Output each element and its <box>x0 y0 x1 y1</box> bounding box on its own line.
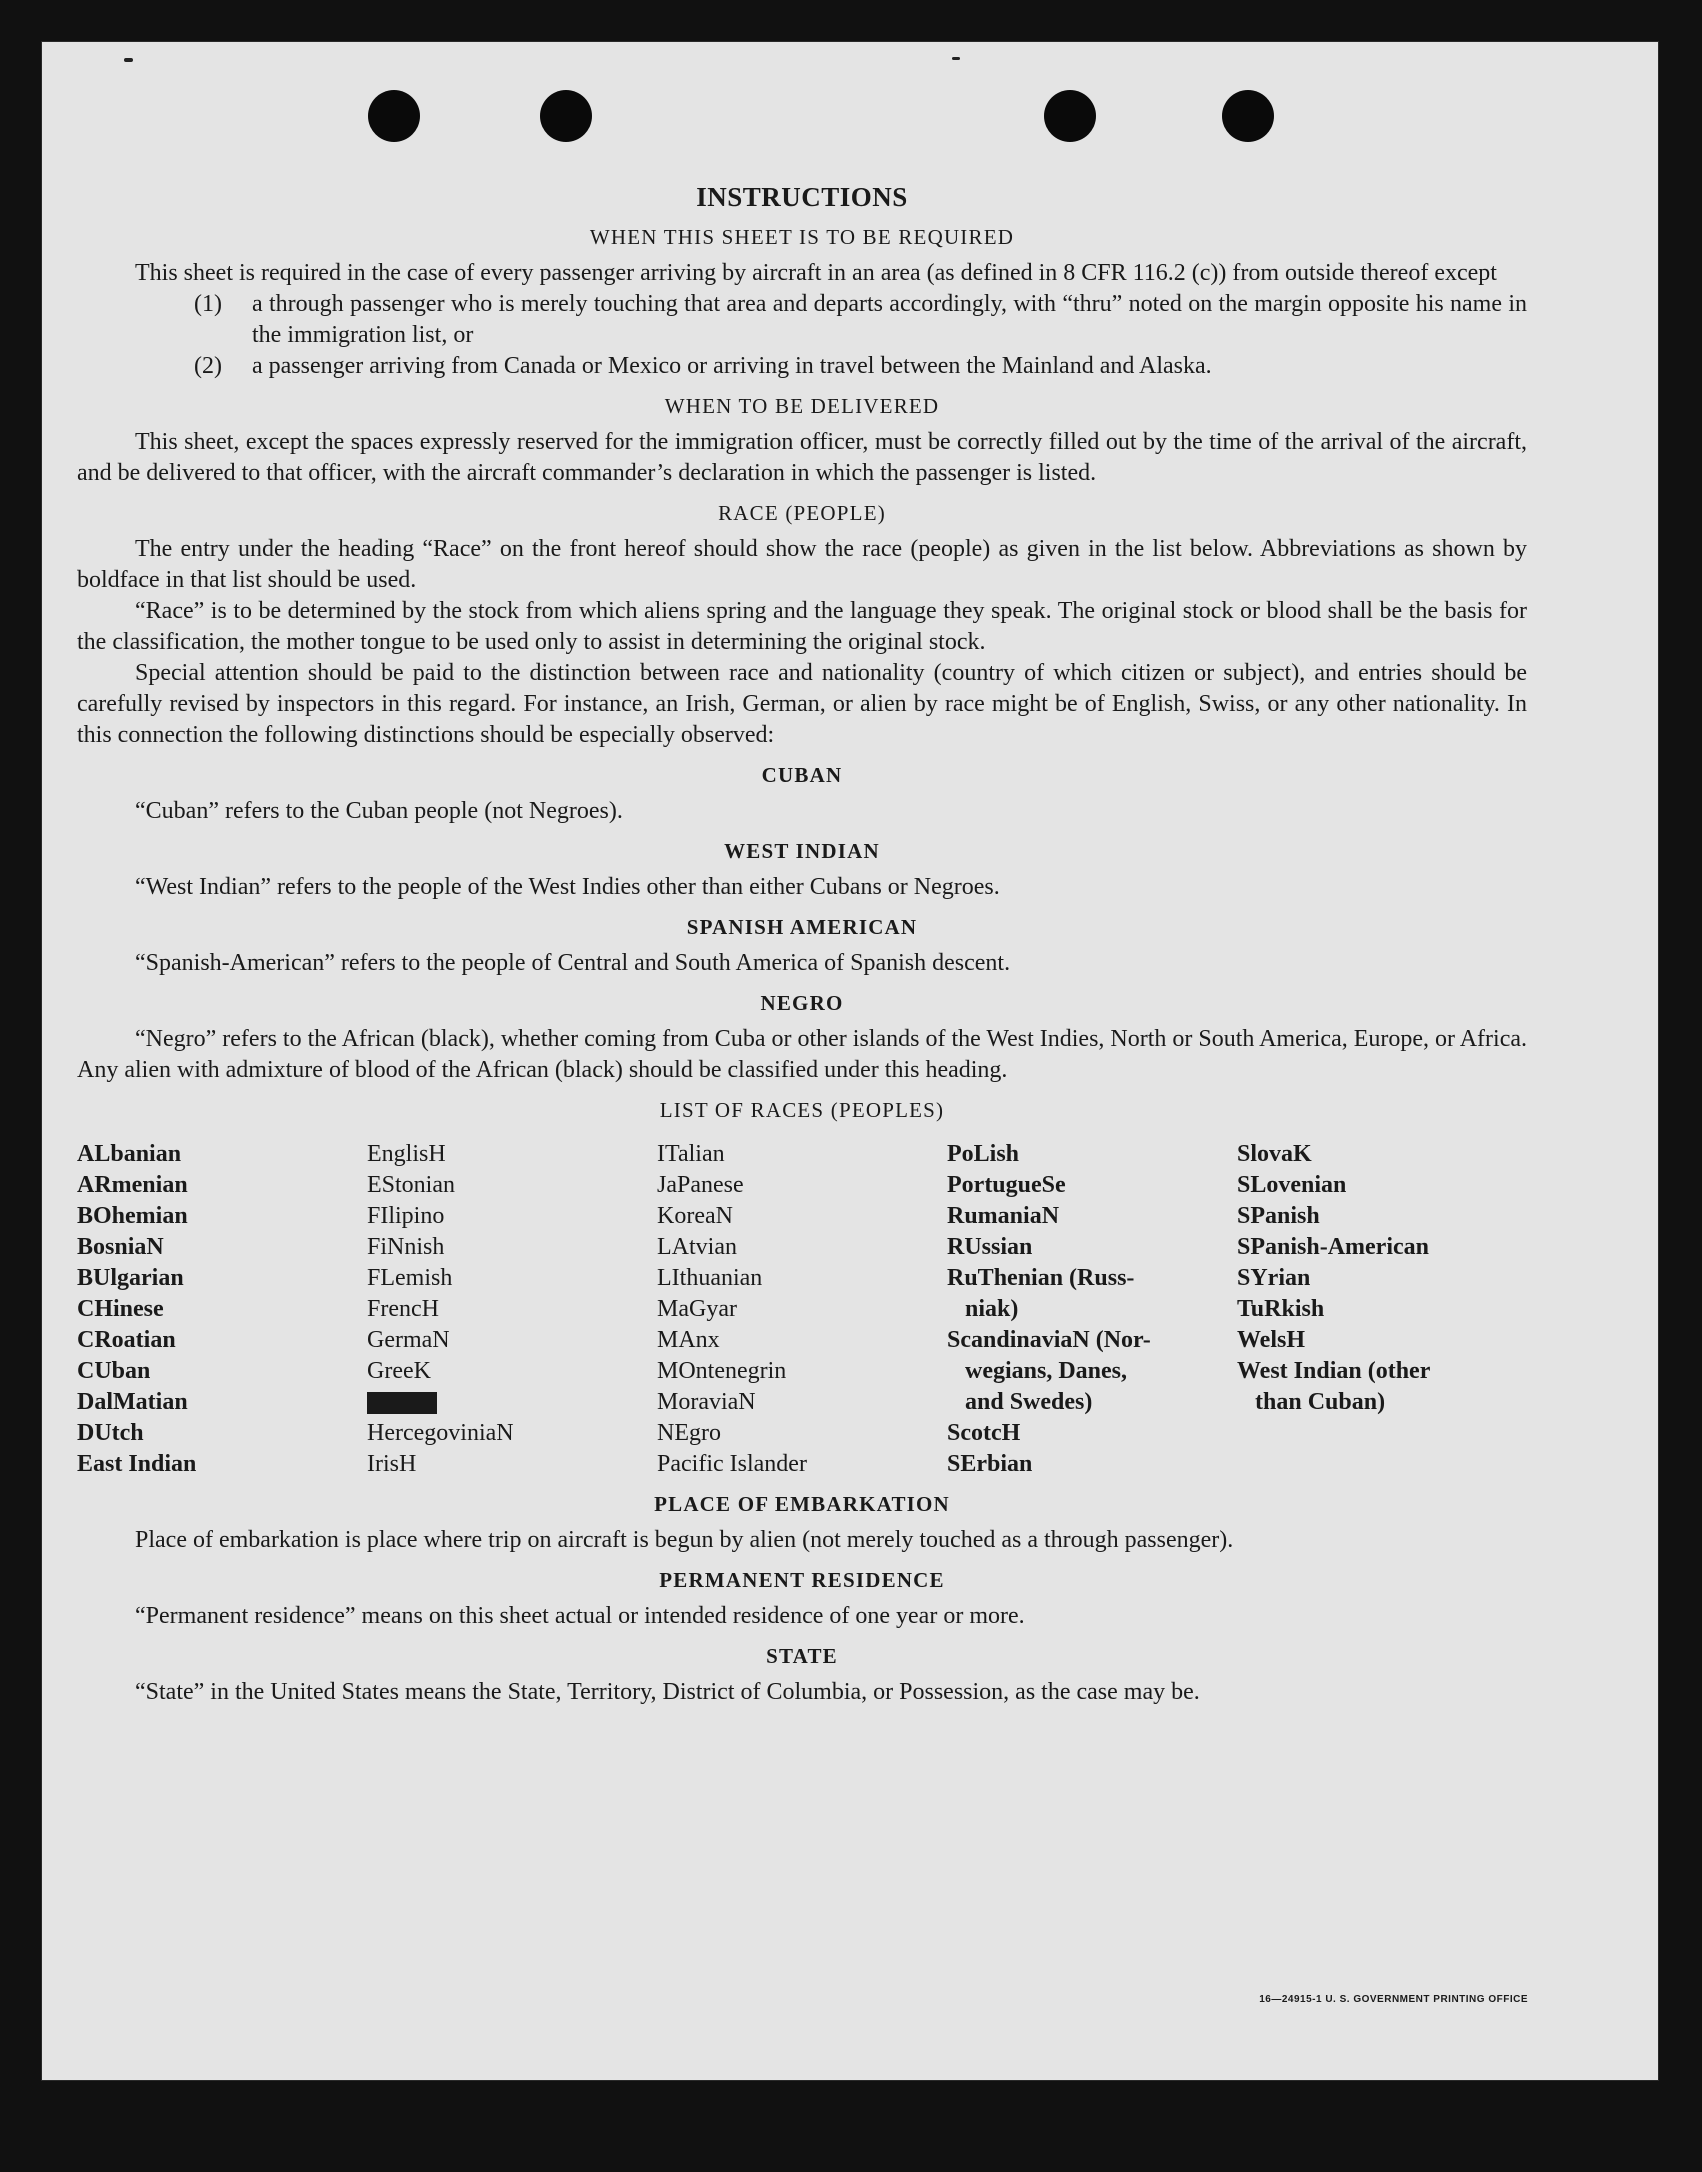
race-entry: TuRkish <box>1237 1296 1325 1322</box>
races-table <box>77 1139 1527 1480</box>
race-entry: CRoatian <box>77 1327 176 1353</box>
race-entry: MoraviaN <box>657 1389 756 1415</box>
race-entry: RuThenian (Russ- <box>947 1265 1135 1291</box>
race-entry: PoLish <box>947 1141 1020 1167</box>
race-entry: SLovenian <box>1237 1172 1347 1198</box>
race-paragraph: “Race” is to be determined by the stock from which aliens spring and the language they speak. The original stock or blood shall be the basis for the classification, the mother tongue to be used only to assist in determining the original stock. <box>77 598 1527 655</box>
page-title: INSTRUCTIONS <box>696 182 908 212</box>
race-entry: FLemish <box>367 1265 453 1291</box>
race-entry: CHinese <box>77 1296 164 1322</box>
dust-speck <box>124 58 133 62</box>
race-entry: than Cuban) <box>1237 1389 1386 1415</box>
punch-hole <box>540 90 592 142</box>
races-column <box>1237 1139 1527 1480</box>
negro-text: “Negro” refers to the African (black), whether coming from Cuba or other islands of the West Indies, North or South America, Europe, or Africa. Any alien with admixture of blood of the African (black) should be classified under this heading. <box>77 1026 1527 1083</box>
list-item-number: (2) <box>194 353 222 379</box>
race-entry: BOhemian <box>77 1203 188 1229</box>
race-entry: East Indian <box>77 1451 197 1477</box>
race-entry: ITalian <box>657 1141 725 1167</box>
race-entry: RUssian <box>947 1234 1033 1260</box>
race-entry: niak) <box>947 1296 1019 1322</box>
list-item-number: (1) <box>194 291 222 317</box>
section-heading-list-of-races: LIST OF RACES (PEOPLES) <box>659 1098 945 1122</box>
race-entry-redacted <box>367 1387 657 1418</box>
when-required-intro: This sheet is required in the case of every passenger arriving by aircraft in an area (as defined in 8 CFR 116.2 (c)) from outside thereof except <box>135 260 1497 286</box>
list-item <box>194 351 1527 382</box>
race-paragraph: The entry under the heading “Race” on the front hereof should show the race (people) as given in the list below. Abbreviations as shown by boldface in that list should be used. <box>77 536 1527 593</box>
race-entry: DalMatian <box>77 1389 188 1415</box>
race-entry: ScotcH <box>947 1420 1021 1446</box>
residence-text: “Permanent residence” means on this sheet actual or intended residence of one year or more. <box>135 1603 1025 1629</box>
dust-speck <box>952 57 960 60</box>
race-entry: GreeK <box>367 1358 431 1384</box>
state-text: “State” in the United States means the State, Territory, District of Columbia, or Possession, as the case may be. <box>135 1679 1200 1705</box>
race-entry: BosniaN <box>77 1234 164 1260</box>
embarkation-text: Place of embarkation is place where trip on aircraft is begun by alien (not merely touched as a through passenger). <box>135 1527 1234 1553</box>
race-entry: WelsH <box>1237 1327 1306 1353</box>
punch-hole <box>1044 90 1096 142</box>
races-column <box>77 1139 367 1480</box>
race-entry: NEgro <box>657 1420 721 1446</box>
list-item-text: a passenger arriving from Canada or Mexico or arriving in travel between the Mainland and Alaska. <box>252 353 1212 379</box>
race-entry: ARmenian <box>77 1172 188 1198</box>
when-delivered-text: This sheet, except the spaces expressly reserved for the immigration officer, must be correctly filled out by the time of the arrival of the aircraft, and be delivered to that officer, with the aircraft commander’s declaration in which the passenger is listed. <box>77 429 1527 486</box>
cuban-text: “Cuban” refers to the Cuban people (not Negroes). <box>135 798 623 824</box>
race-entry: SlovaK <box>1237 1141 1312 1167</box>
section-heading-residence: PERMANENT RESIDENCE <box>659 1568 945 1592</box>
section-heading-spanish-american: SPANISH AMERICAN <box>686 915 918 939</box>
section-heading-when-delivered: WHEN TO BE DELIVERED <box>664 394 940 418</box>
section-heading-embarkation: PLACE OF EMBARKATION <box>654 1492 950 1516</box>
race-entry: LIthuanian <box>657 1265 763 1291</box>
list-item-text: a through passenger who is merely touching that area and departs accordingly, with “thru” noted on the margin opposite his name in the immigration list, or <box>252 291 1527 348</box>
section-heading-state: STATE <box>766 1644 838 1668</box>
section-heading-when-required: WHEN THIS SHEET IS TO BE REQUIRED <box>589 225 1015 249</box>
race-entry: GermaN <box>367 1327 450 1353</box>
race-entry: DUtch <box>77 1420 144 1446</box>
list-item <box>194 289 1527 351</box>
race-entry: JaPanese <box>657 1172 744 1198</box>
race-entry: Pacific Islander <box>657 1451 807 1477</box>
races-column <box>657 1139 947 1480</box>
spanish-american-text: “Spanish-American” refers to the people of Central and South America of Spanish descent. <box>135 950 1011 976</box>
section-heading-cuban: CUBAN <box>761 763 843 787</box>
race-entry: LAtvian <box>657 1234 737 1260</box>
race-entry: ALbanian <box>77 1141 182 1167</box>
redaction-bar <box>367 1392 437 1414</box>
punch-hole <box>368 90 420 142</box>
section-heading-race: RACE (PEOPLE) <box>718 501 886 525</box>
section-heading-west-indian: WEST INDIAN <box>724 839 880 863</box>
race-entry: IrisH <box>367 1451 417 1477</box>
race-entry: SPanish <box>1237 1203 1320 1229</box>
race-entry: ScandinaviaN (Nor- <box>947 1327 1151 1353</box>
race-entry: FIlipino <box>367 1203 445 1229</box>
punch-hole <box>1222 90 1274 142</box>
races-column <box>947 1139 1237 1480</box>
race-entry: MAnx <box>657 1327 720 1353</box>
race-entry: RumaniaN <box>947 1203 1060 1229</box>
content <box>77 182 1527 1708</box>
section-heading-negro: NEGRO <box>760 991 844 1015</box>
races-column <box>367 1139 657 1480</box>
race-entry: SYrian <box>1237 1265 1311 1291</box>
printer-imprint: 16—24915-1 U. S. GOVERNMENT PRINTING OFFICE <box>1259 1994 1528 2005</box>
race-entry: CUban <box>77 1358 151 1384</box>
race-entry: EStonian <box>367 1172 455 1198</box>
race-entry: FiNnish <box>367 1234 445 1260</box>
race-entry: and Swedes) <box>947 1389 1093 1415</box>
instruction-sheet <box>42 42 1658 2080</box>
west-indian-text: “West Indian” refers to the people of the West Indies other than either Cubans or Negroes. <box>135 874 1000 900</box>
race-entry: West Indian (other <box>1237 1358 1431 1384</box>
race-entry: SErbian <box>947 1451 1033 1477</box>
race-entry: KoreaN <box>657 1203 733 1229</box>
race-entry: SPanish-American <box>1237 1234 1429 1260</box>
race-entry: PortugueSe <box>947 1172 1066 1198</box>
race-entry: HercegoviniaN <box>367 1420 514 1446</box>
race-entry: EnglisH <box>367 1141 446 1167</box>
race-paragraph: Special attention should be paid to the distinction between race and nationality (country of which citizen or subject), and entries should be carefully revised by inspectors in this regard. For instance, an Irish, German, or alien by race might be of English, Swiss, or any other nationality. In this connection the following distinctions should be especially observed: <box>77 660 1527 748</box>
race-entry: MaGyar <box>657 1296 737 1322</box>
race-entry: MOntenegrin <box>657 1358 787 1384</box>
race-entry: BUlgarian <box>77 1265 184 1291</box>
race-entry: FrencH <box>367 1296 439 1322</box>
race-entry: wegians, Danes, <box>947 1358 1128 1384</box>
